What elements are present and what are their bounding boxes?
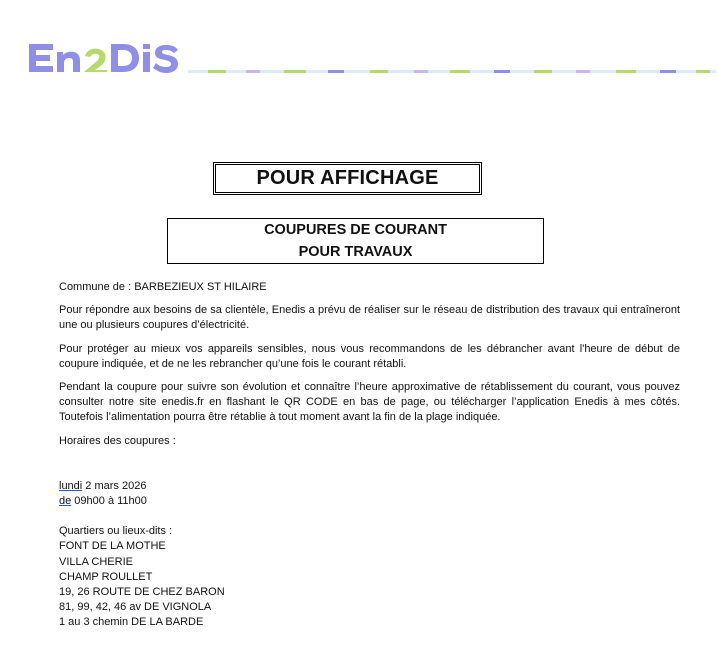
subtitle-line-2: POUR TRAVAUX xyxy=(298,244,413,260)
enedis-logo xyxy=(25,38,185,78)
locations-block xyxy=(59,524,680,630)
schedule-date-line xyxy=(59,479,680,494)
schedule-time-line xyxy=(59,494,680,509)
subtitle-line-1: COUPURES DE COURANT xyxy=(264,222,447,238)
spacer xyxy=(59,509,680,524)
commune-label: Commune de : xyxy=(59,281,135,293)
notice-body xyxy=(59,280,680,631)
schedule-time-range: 09h00 à 11h00 xyxy=(71,495,147,508)
horaires-label: Horaires des coupures : xyxy=(59,434,176,447)
location-item: 19, 26 ROUTE DE CHEZ BARON xyxy=(59,586,225,599)
location-item: CHAMP ROULLET xyxy=(59,570,153,583)
schedule-date: 2 mars 2026 xyxy=(82,479,147,492)
paragraph-1: Pour répondre aux besoins de sa clientèle, Enedis a prévu de réaliser sur le réseau de distribution des travaux qui entraîneront une ou plusieurs coupures d’électricité. xyxy=(59,304,680,332)
paragraph-3: Pendant la coupure pour suivre son évolution et connaître l’heure approximative de rétablissement du courant, vous pouvez consulter notre site enedis.fr en flashant le QR CODE en bas de page, ou télécharger l’application Enedis à mes côtés. Toutefois l’alimentation pourra être rétablie à tout moment avant la fin de la plage indiquée. xyxy=(59,381,680,424)
location-item: FONT DE LA MOTHE xyxy=(59,540,166,553)
header-decorative-rule xyxy=(188,70,716,73)
locations-label: Quartiers ou lieux-dits : xyxy=(59,525,173,538)
schedule-block xyxy=(59,479,680,509)
commune-line xyxy=(59,280,680,295)
page-title-text: POUR AFFICHAGE xyxy=(256,167,439,189)
schedule-from-word: de xyxy=(59,495,72,508)
location-item: VILLA CHERIE xyxy=(59,555,133,568)
location-item: 1 au 3 chemin DE LA BARDE xyxy=(59,616,204,629)
location-item: 81, 99, 42, 46 av DE VIGNOLA xyxy=(59,601,212,614)
subtitle-box xyxy=(167,218,544,264)
commune-name: BARBEZIEUX ST HILAIRE xyxy=(134,281,267,293)
paragraph-2: Pour protéger au mieux vos appareils sensibles, nous vous recommandons de les débrancher avant l'heure de début de coupure indiquée, et de ne les rebrancher qu’une fois le courant rétabli. xyxy=(59,342,680,370)
page-title xyxy=(213,162,482,195)
schedule-day: lundi xyxy=(59,479,83,492)
spacer xyxy=(59,457,680,479)
